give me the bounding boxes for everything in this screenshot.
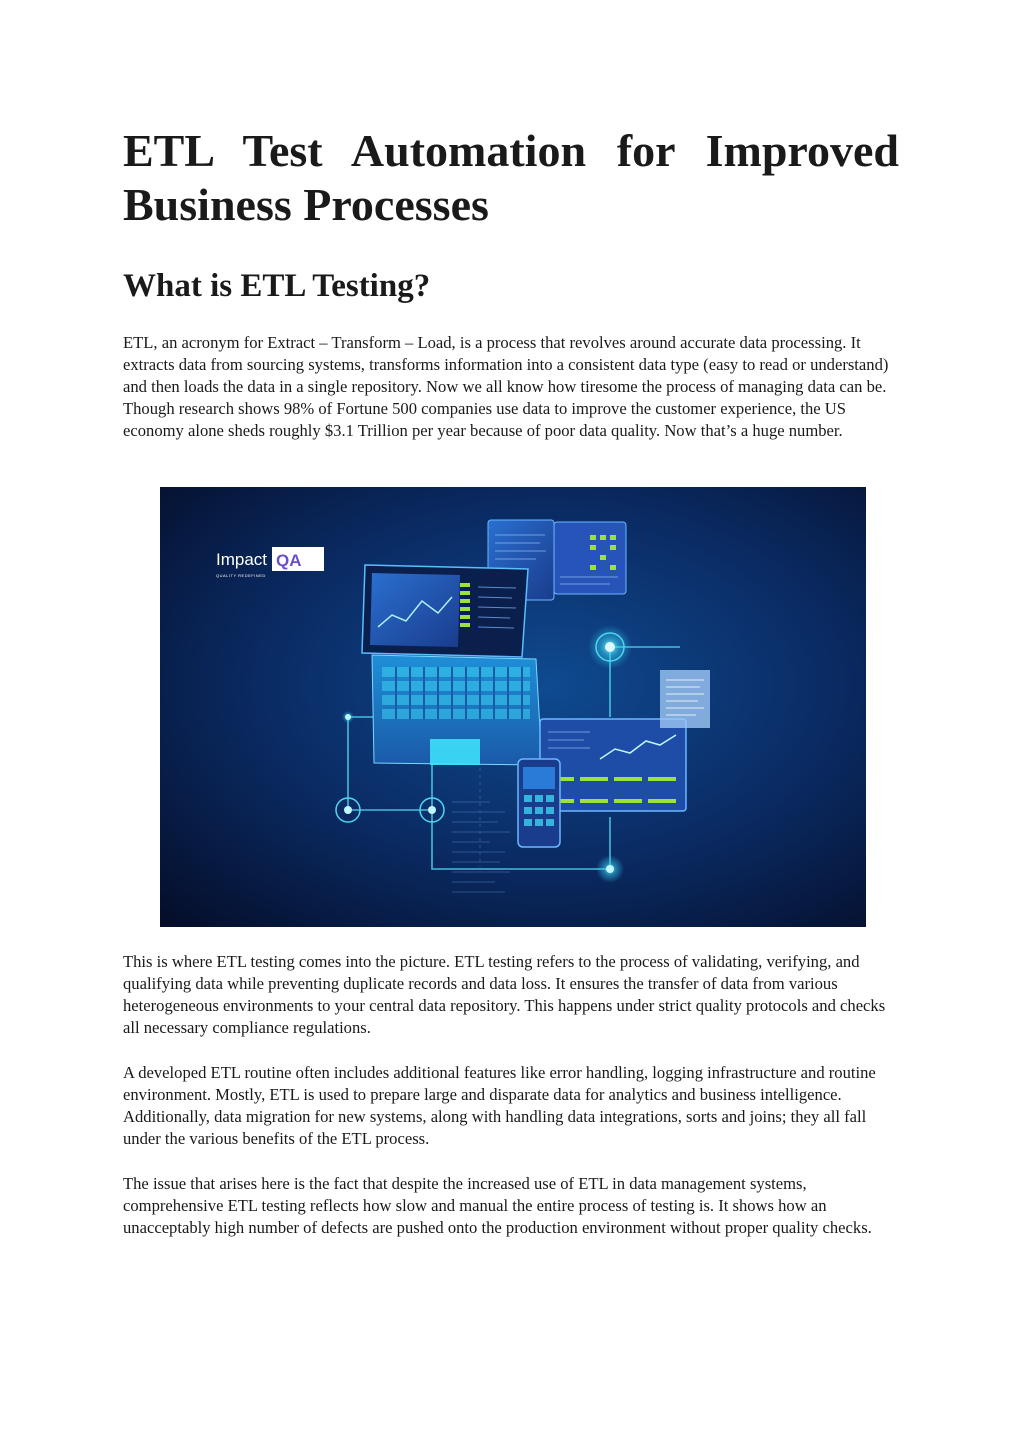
body-paragraph-2: This is where ETL testing comes into the picture. ETL testing refers to the process of validating, verifying, and qualifying data while preventing duplicate records and data loss. It ensures the transfer of data from various heterogeneous environments to your central data repository. This happens under strict quality protocols and checks all necessary compliance regulations. xyxy=(123,952,886,1037)
laptop-illustration xyxy=(362,565,542,765)
document-card xyxy=(660,670,710,728)
title-line-1: ETL Test Automation for Improved xyxy=(123,125,899,176)
intro-paragraph: ETL, an acronym for Extract – Transform – Load, is a process that revolves around accurate data processing. It extracts data from sourcing systems, transforms information into a consistent data type (easy to read or understand) and then loads the data in a single repository. Now we all know how tiresome the process of managing data can be. Though research shows 98% of Fortune 500 companies use data to improve the customer experience, the US economy alone sheds roughly $3.1 Trillion per year because of poor data quality. Now that’s a huge number. xyxy=(123,333,889,440)
phone-screen xyxy=(518,759,560,847)
dashboard-screen xyxy=(540,719,686,811)
logo-mark: QA xyxy=(276,551,302,570)
logo-word: Impact xyxy=(216,550,268,569)
logo-tagline: QUALITY REDEFINED xyxy=(216,573,266,578)
body-paragraph-4: The issue that arises here is the fact that despite the increased use of ETL in data management systems, comprehensive ETL testing reflects how slow and manual the entire process of testing is. It shows how an unacceptably high number of defects are pushed onto the production environment without proper quality checks. xyxy=(123,1174,872,1237)
section-heading: What is ETL Testing? xyxy=(123,268,431,304)
hero-illustration xyxy=(160,487,866,927)
title-line-2: Business Processes xyxy=(123,179,489,230)
page-title xyxy=(123,124,899,232)
body-paragraph-3: A developed ETL routine often includes additional features like error handling, logging infrastructure and routine environment. Mostly, ETL is used to prepare large and disparate data for analytics and business intelligence. Additionally, data migration for new systems, along with handling data integrations, sorts and joins; they all fall under the various benefits of the ETL process. xyxy=(123,1063,876,1148)
